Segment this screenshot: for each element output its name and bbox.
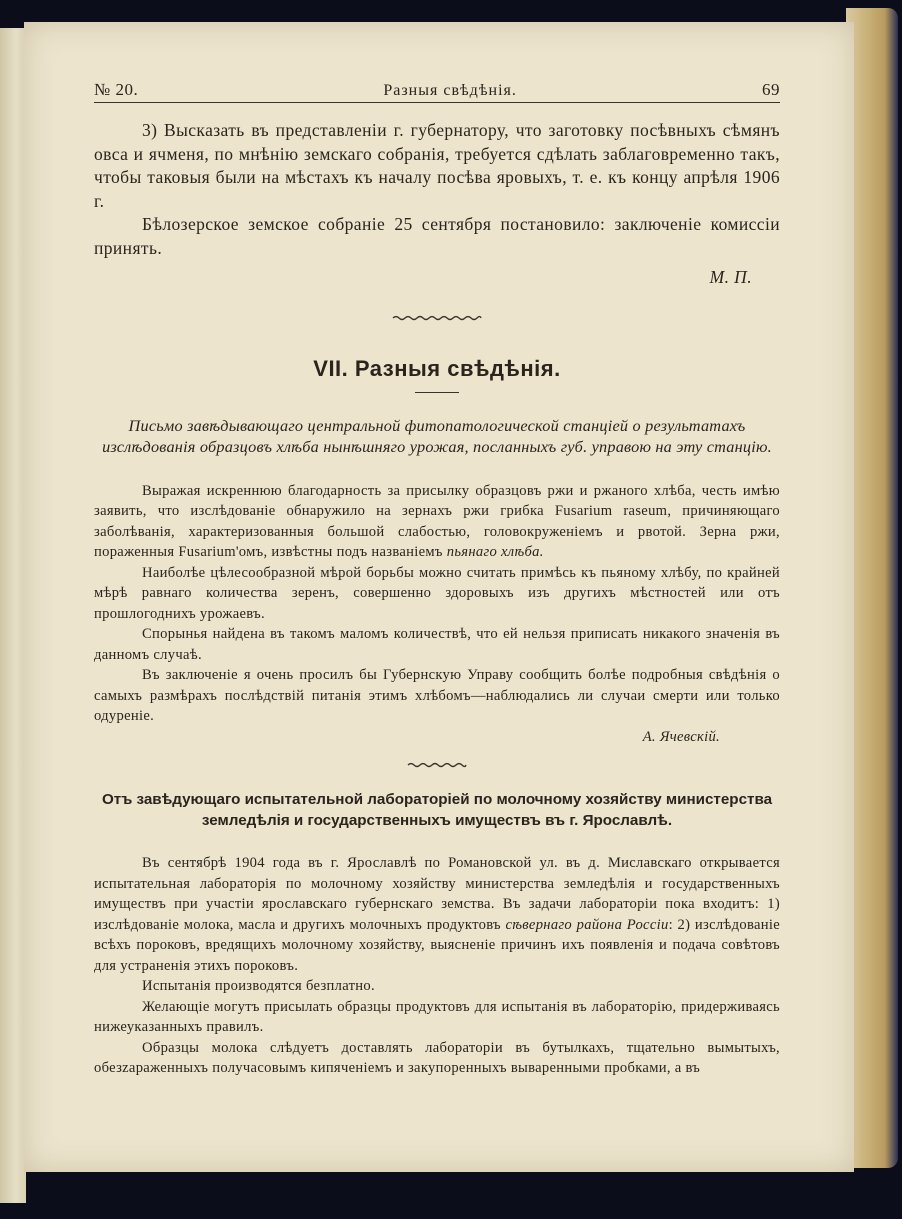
continued-section <box>94 119 780 290</box>
paragraph-text: Выражая искреннюю благодарность за присылку образцовъ ржи и ржаного хлѣба, честь имѣю заявить, что изслѣдованіе обнаружило на зернахъ ржи грибка Fusarium raseum, причиняющаго заболѣванія, характеризованныя большой слабостью, головокруженіемъ и рвотой. Зерна ржи, пораженныя Fusarium'омъ, извѣстны подъ названіемъ <box>94 482 780 560</box>
heading-line: Отъ завѣдующаго испытательной лабораторіей по молочному хозяйству министерства <box>101 791 773 808</box>
letter-heading: Письмо завѣдывающаго центральной фитопатологической станціей о результатахъ изслѣдованія образцовъ хлѣба нынѣшняго урожая, посланныхъ губ. управою на эту станцію. <box>102 415 772 456</box>
paragraph-text: Въ сентябрѣ 1904 года въ г. Ярославлѣ по Романовской ул. въ д. Миславскаго открывается испытательная лабораторія по молочному хозяйству министерства земледѣлія и государственныхъ имуществъ при участіи ярославскаго губернскаго земства. Въ задачи лабораторіи пока входитъ: 1) изслѣдованіе молока, масла и другихъ молочныхъ продуктовъ <box>94 855 780 933</box>
page-number: 69 <box>761 80 780 99</box>
paragraph: Спорынья найдена въ такомъ маломъ количествѣ, что ей нельзя приписать никакого значенія въ данномъ случаѣ. <box>94 626 780 663</box>
paragraph: Образцы молока слѣдуетъ доставлять лабораторіи въ бутылкахъ, тщательно вымытыхъ, обезzараженныхъ получасовымъ кипяченіемъ и закупоренныхъ вываренными пробками, а въ <box>94 1039 780 1076</box>
page-content <box>94 80 780 1079</box>
wavy-line-icon <box>406 761 468 769</box>
paragraph: Въ заключеніе я очень просилъ бы Губернскую Управу сообщить болѣе подробныя свѣдѣнія о самыхъ размѣрахъ послѣдствій питанія этимъ хлѣбомъ—наблюдались ли случаи смерти или только одуреніе. <box>94 667 780 724</box>
heading-line: земледѣлія и государственныхъ имуществъ въ г. Ярославлѣ. <box>201 812 673 829</box>
page <box>24 22 854 1172</box>
laboratory-heading <box>94 789 780 831</box>
laboratory-body <box>94 853 780 1079</box>
paragraph-text: : 2) изслѣдованіе всѣхъ пороковъ, вредящихъ молочному хозяйству, выясненіе причинъ ихъ появленія и подача совѣтовъ для устраненія этихъ пороковъ. <box>94 916 780 974</box>
paragraph: Наиболѣе цѣлесообразной мѣрой борьбы можно считать примѣсь къ пьяному хлѣбу, по крайней мѣрѣ равнаго количества зеренъ, совершенно здоровыхъ изъ другихъ мѣстностей или отъ прошлогоднихъ урожаевъ. <box>94 564 780 622</box>
paragraph: 3) Высказать въ представленіи г. губернатору, что заготовку посѣвныхъ сѣмянъ овса и ячменя, по мнѣнію земскаго собранія, требуется сдѣлать заблаговременно такъ, чтобы таковыя были на мѣстахъ къ началу посѣва яровыхъ, т. е. къ концу апрѣля 1906 г. <box>94 120 780 211</box>
paragraph <box>94 481 780 563</box>
italic-term: пьянаго хлѣба. <box>446 544 544 560</box>
wavy-line-icon <box>391 314 483 322</box>
left-page-edge <box>0 28 26 1203</box>
wavy-divider <box>94 761 780 769</box>
issue-number: № 20. <box>94 80 139 99</box>
running-title: Разныя свѣдѣнія. <box>383 82 517 99</box>
section-title: VII. Разныя свѣдѣнія. <box>313 355 561 381</box>
title-rule <box>415 392 459 393</box>
signature: А. Ячевскій. <box>642 728 720 745</box>
paragraph <box>94 853 780 976</box>
paragraph: Бѣлозерское земское собраніе 25 сентября постановило: заключеніе комиссіи принять. <box>94 214 780 258</box>
paragraph: Желающіе могутъ присылать образцы продуктовъ для испытанія въ лабораторію, придерживаясь нижеуказанныхъ правилъ. <box>94 998 780 1035</box>
paragraph: Испытанія производятся безплатно. <box>142 978 375 994</box>
italic-term: сѣвернаго района Россіи <box>505 916 669 933</box>
running-header <box>94 80 780 103</box>
wavy-divider <box>94 314 780 322</box>
signature: М. П. <box>709 267 752 287</box>
letter-body <box>94 481 780 748</box>
